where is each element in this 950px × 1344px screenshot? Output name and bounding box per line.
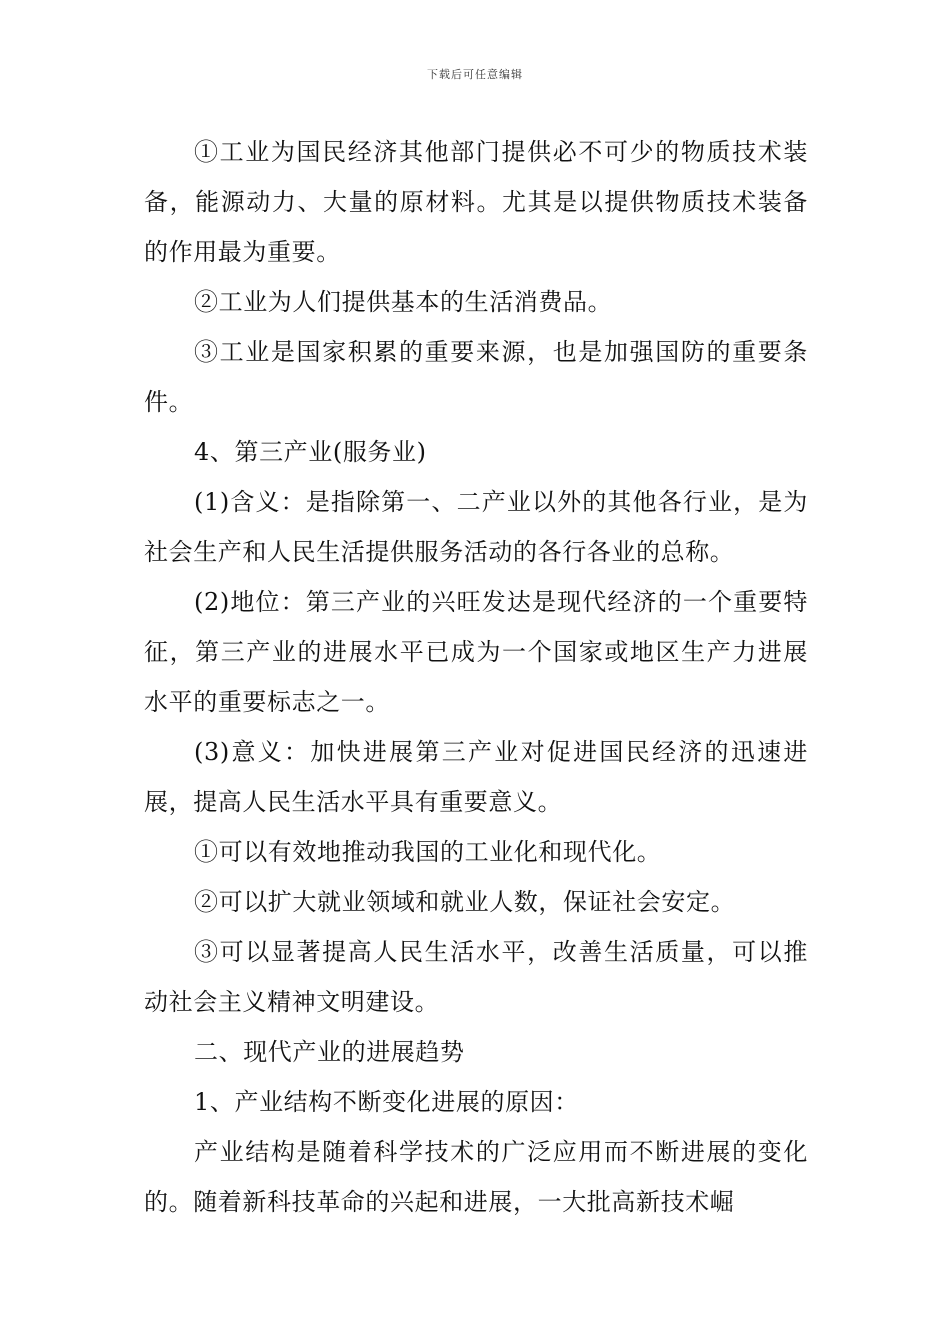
paragraph-significance-3: ③可以显著提高人民生活水平，改善生活质量，可以推动社会主义精神文明建设。 xyxy=(144,938,808,1016)
section-heading-tertiary-industry: 4、第三产业(服务业) xyxy=(194,438,427,466)
paragraph-structure-change: 产业结构是随着科学技术的广泛应用而不断进展的变化的。随着新科技革命的兴起和进展，一大批高新技术崛 xyxy=(144,1138,808,1216)
paragraph-tertiary-status: (2)地位：第三产业的兴旺发达是现代经济的一个重要特征，第三产业的进展水平已成为一个国家或地区生产力进展水平的重要标志之一。 xyxy=(144,588,808,716)
paragraph-industry-accumulation: ③工业是国家积累的重要来源，也是加强国防的重要条件。 xyxy=(144,338,808,416)
paragraph-industry-equipment: ①工业为国民经济其他部门提供必不可少的物质技术装备，能源动力、大量的原材料。尤其是以提供物质技术装备的作用最为重要。 xyxy=(144,138,808,266)
paragraph-significance-2: ②可以扩大就业领域和就业人数，保证社会安定。 xyxy=(194,888,736,916)
paragraph-tertiary-meaning: (1)含义：是指除第一、二产业以外的其他各行业，是为社会生产和人民生活提供服务活动的各行各业的总称。 xyxy=(144,488,808,566)
paragraph-industry-consumer-goods: ②工业为人们提供基本的生活消费品。 xyxy=(194,288,613,316)
subheading-structure-change-reasons: 1、产业结构不断变化进展的原因： xyxy=(194,1088,579,1116)
section-heading-industry-trends: 二、现代产业的进展趋势 xyxy=(194,1038,465,1066)
paragraph-tertiary-significance: (3)意义：加快进展第三产业对促进国民经济的迅速进展，提高人民生活水平具有重要意义。 xyxy=(144,738,808,816)
page-header: 下载后可任意编辑 xyxy=(427,68,523,81)
document-body xyxy=(144,127,808,1227)
paragraph-significance-1: ①可以有效地推动我国的工业化和现代化。 xyxy=(194,838,662,866)
